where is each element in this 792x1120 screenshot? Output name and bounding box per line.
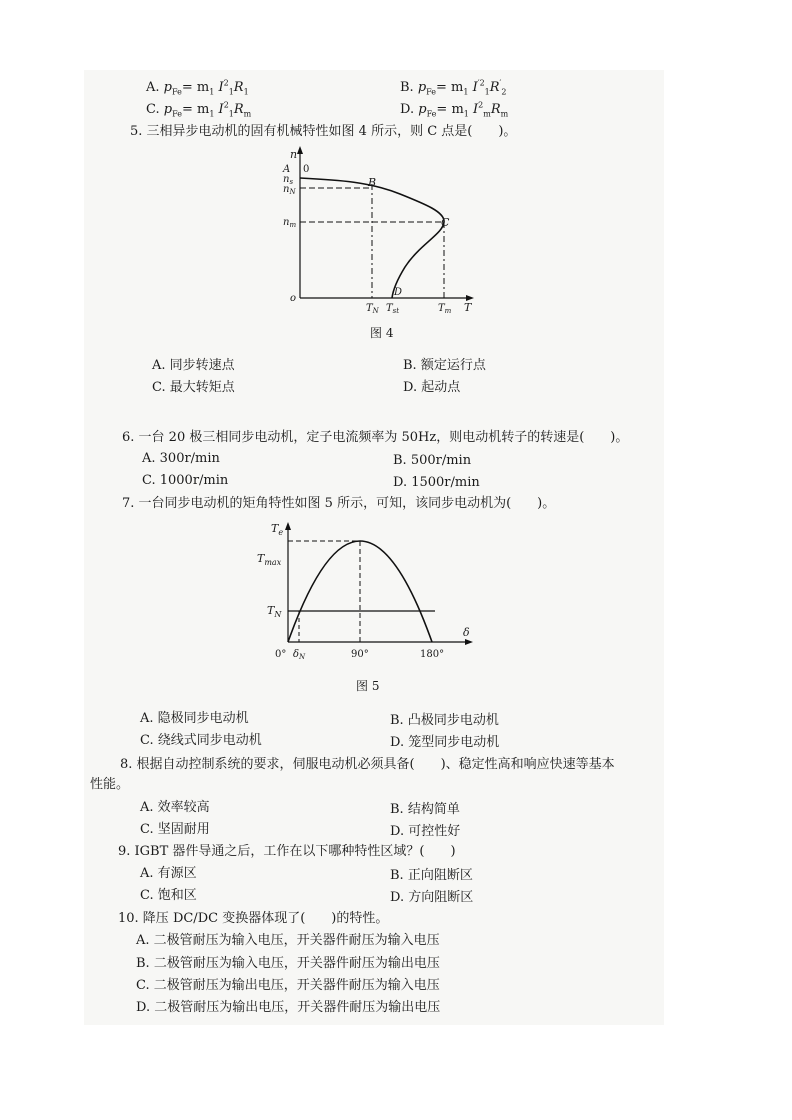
fig5-y-axis-label: $T_e$	[271, 522, 284, 537]
q10-option-c: C. 二极管耐压为输出电压，开关器件耐压为输入电压	[136, 978, 440, 993]
q8-stem-line1: 8. 根据自动控制系统的要求，伺服电动机必须具备( )、稳定性高和响应快速等基本	[120, 757, 615, 772]
q4-option-d: D. $p_{Fe}= m_1$ $I^2_mR_m$	[400, 100, 509, 119]
q4-option-c: C. $p_{Fe}= m_1$ $I^2_1R_m$	[146, 100, 252, 119]
q4-option-b: B. $p_{Fe}= m_1$ $I^{'2}_1R'_2$	[400, 78, 507, 97]
q8-option-a: A. 效率较高	[140, 800, 210, 815]
fig4-tick-nN: $n_N$	[283, 184, 296, 196]
fig4-tick-nm: $n_m$	[283, 217, 297, 229]
fig4-tick-Tst: $T_{st}$	[386, 303, 400, 315]
fig4-caption: 图 4	[370, 326, 394, 340]
q5-option-d: D. 起动点	[403, 380, 461, 395]
fig5-tick-TN: $T_N$	[267, 604, 282, 619]
q10-option-d: D. 二极管耐压为输出电压，开关器件耐压为输出电压	[136, 1000, 441, 1015]
fig4-point-c: C	[441, 216, 450, 229]
fig4-tick-TN: $T_N$	[366, 303, 379, 315]
q9-option-a: A. 有源区	[140, 866, 197, 881]
q5-stem: 5. 三相异步电动机的固有机械特性如图 4 所示，则 C 点是( )。	[130, 124, 517, 139]
figure-5-torque-angle-characteristic	[255, 518, 485, 666]
q9-option-c: C. 饱和区	[140, 888, 197, 903]
fig4-x-axis-label: T	[464, 301, 472, 314]
q10-option-b: B. 二极管耐压为输入电压，开关器件耐压为输出电压	[136, 956, 440, 971]
q8-option-d: D. 可控性好	[390, 824, 461, 839]
q7-option-a: A. 隐极同步电动机	[140, 711, 249, 726]
fig4-tick-Tm: $T_m$	[438, 303, 452, 315]
fig4-zero-label: 0	[303, 164, 310, 175]
q6-option-b: B. 500r/min	[393, 453, 472, 468]
fig5-tick-90deg: 90°	[351, 649, 369, 660]
q6-option-a: A. 300r/min	[142, 451, 220, 466]
fig4-tick-ns: $n_s$	[283, 174, 294, 186]
q4-option-a: A. $p_{Fe}= m_1$ $I^2_1R_1$	[146, 78, 249, 97]
q7-option-c: C. 绕线式同步电动机	[140, 733, 262, 748]
q9-option-b: B. 正向阻断区	[390, 868, 473, 883]
fig5-tick-deltaN: $\delta_N$	[293, 649, 306, 661]
fig5-tick-Tmax: $T_{max}$	[257, 552, 282, 567]
q5-option-c: C. 最大转矩点	[152, 380, 235, 395]
fig4-y-arrow	[297, 146, 303, 154]
q5-option-a: A. 同步转速点	[152, 358, 235, 373]
q7-option-d: D. 笼型同步电动机	[390, 735, 500, 750]
fig4-curve	[300, 178, 444, 298]
fig5-y-arrow	[285, 522, 291, 530]
fig4-point-d: D	[394, 287, 403, 298]
fig4-point-a: A	[283, 164, 291, 175]
fig5-tick-0deg: 0°	[275, 649, 287, 660]
q9-stem: 9. IGBT 器件导通之后，工作在以下哪种特性区域？( )	[118, 844, 456, 859]
q6-option-d: D. 1500r/min	[393, 475, 480, 490]
q10-option-a: A. 二极管耐压为输入电压，开关器件耐压为输入电压	[136, 933, 440, 948]
q8-option-b: B. 结构简单	[390, 802, 460, 817]
q10-stem: 10. 降压 DC/DC 变换器体现了( )的特性。	[118, 911, 389, 926]
q8-option-c: C. 坚固耐用	[140, 822, 210, 837]
fig4-y-axis-label: n	[290, 148, 298, 161]
fig4-origin-label: o	[290, 293, 297, 304]
fig4-point-b: B	[368, 176, 377, 189]
fig5-x-arrow	[465, 639, 473, 645]
figure-4-induction-motor-characteristic	[280, 142, 490, 322]
q9-option-d: D. 方向阻断区	[390, 890, 474, 905]
q7-option-b: B. 凸极同步电动机	[390, 713, 499, 728]
q5-option-b: B. 额定运行点	[403, 358, 486, 373]
q6-option-c: C. 1000r/min	[142, 473, 229, 488]
q8-stem-line2: 性能。	[90, 777, 130, 792]
q7-stem: 7. 一台同步电动机的矩角特性如图 5 所示，可知，该同步电动机为( )。	[122, 496, 556, 511]
fig5-caption: 图 5	[356, 679, 380, 693]
q6-stem: 6. 一台 20 极三相同步电动机，定子电流频率为 50Hz，则电动机转子的转速是( )。	[122, 430, 629, 445]
fig5-x-axis-label: δ	[463, 626, 470, 639]
fig5-tick-180deg: 180°	[420, 649, 445, 660]
